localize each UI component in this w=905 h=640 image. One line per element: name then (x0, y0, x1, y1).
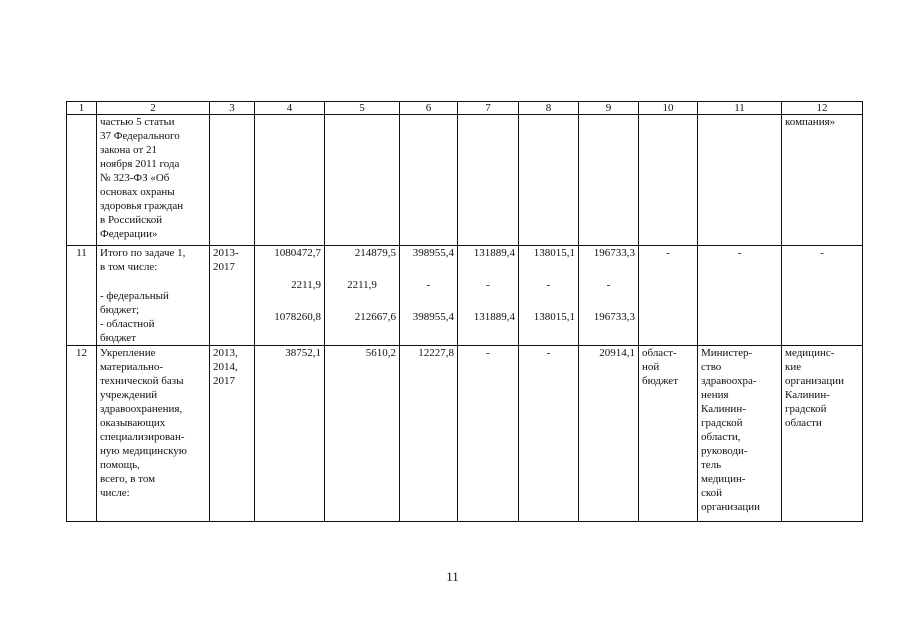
cell-line: в Российской (100, 214, 163, 226)
executor-cell: компания» (782, 115, 863, 246)
header-cell: 6 (400, 102, 458, 115)
header-cell: 9 (579, 102, 639, 115)
row-number: 11 (67, 246, 97, 346)
amount-cell: 12227,8 (400, 346, 458, 522)
header-cell: 12 (782, 102, 863, 115)
table-row-12 (67, 346, 863, 522)
cell-line: частью 5 статьи (100, 116, 175, 128)
header-cell: 4 (255, 102, 325, 115)
cell-line: закона от 21 (100, 144, 157, 156)
row-number: 12 (67, 346, 97, 522)
page-number: 11 (446, 569, 459, 584)
amount-cell: 20914,1 (579, 346, 639, 522)
cell-line: основах охраны (100, 186, 175, 198)
cell-line: бюджет; (100, 304, 140, 316)
header-cell: 3 (210, 102, 255, 115)
amount-cell: 131889,4 - 131889,4 (458, 246, 519, 346)
years-cell: 2013, 2014, 2017 (210, 346, 255, 522)
cell-line: 37 Федерального (100, 130, 180, 142)
amount-cell: 214879,5 2211,9 212667,6 (325, 246, 400, 346)
header-cell: 5 (325, 102, 400, 115)
budget-table (66, 101, 863, 522)
amount-cell: 138015,1 - 138015,1 (519, 246, 579, 346)
header-cell: 7 (458, 102, 519, 115)
cell-line: № 323-ФЗ «Об (100, 172, 170, 184)
executor-cell: медицинс- кие организации Калинин- градской области (782, 346, 863, 522)
cell-line: в том числе: (100, 261, 158, 273)
responsible-cell: - (698, 246, 782, 346)
legal-basis-cell (97, 115, 210, 246)
cell-line: - федеральный (100, 290, 169, 302)
table-row-11 (67, 246, 863, 346)
cell-line: здоровья граждан (100, 200, 184, 212)
amount-cell: 1080472,7 2211,9 1078260,8 (255, 246, 325, 346)
header-cell: 2 (97, 102, 210, 115)
amount-cell: - (458, 346, 519, 522)
amount-cell: 398955,4 - 398955,4 (400, 246, 458, 346)
cell-line: ноября 2011 года (100, 158, 180, 170)
funding-source-cell: област- ной бюджет (639, 346, 698, 522)
cell-line: Федерации» (100, 228, 158, 240)
header-cell: 8 (519, 102, 579, 115)
responsible-cell: Министер- ство здравоохра- нения Калинин- градской области, руководи- тель медицин- ской организации (698, 346, 782, 522)
funding-source-cell: - (639, 246, 698, 346)
executor-cell: - (782, 246, 863, 346)
table-row-continuation (67, 115, 863, 246)
cell-line: Итого по задаче 1, (100, 247, 186, 259)
years-cell: 2013- 2017 (210, 246, 255, 346)
amount-cell: 196733,3 - 196733,3 (579, 246, 639, 346)
header-cell: 10 (639, 102, 698, 115)
cell-line: - областной (100, 318, 155, 330)
header-cell: 1 (67, 102, 97, 115)
header-row (67, 102, 863, 115)
cell-line: бюджет (100, 332, 136, 344)
header-cell: 11 (698, 102, 782, 115)
amount-cell: - (519, 346, 579, 522)
amount-cell: 38752,1 (255, 346, 325, 522)
amount-cell: 5610,2 (325, 346, 400, 522)
row-label-cell: Укрепление материально- технической базы учреждений здравоохранения, оказывающих специализирован- ную медицинскую помощь, всего, в том числе: (97, 346, 210, 522)
row-label-cell (97, 246, 210, 346)
